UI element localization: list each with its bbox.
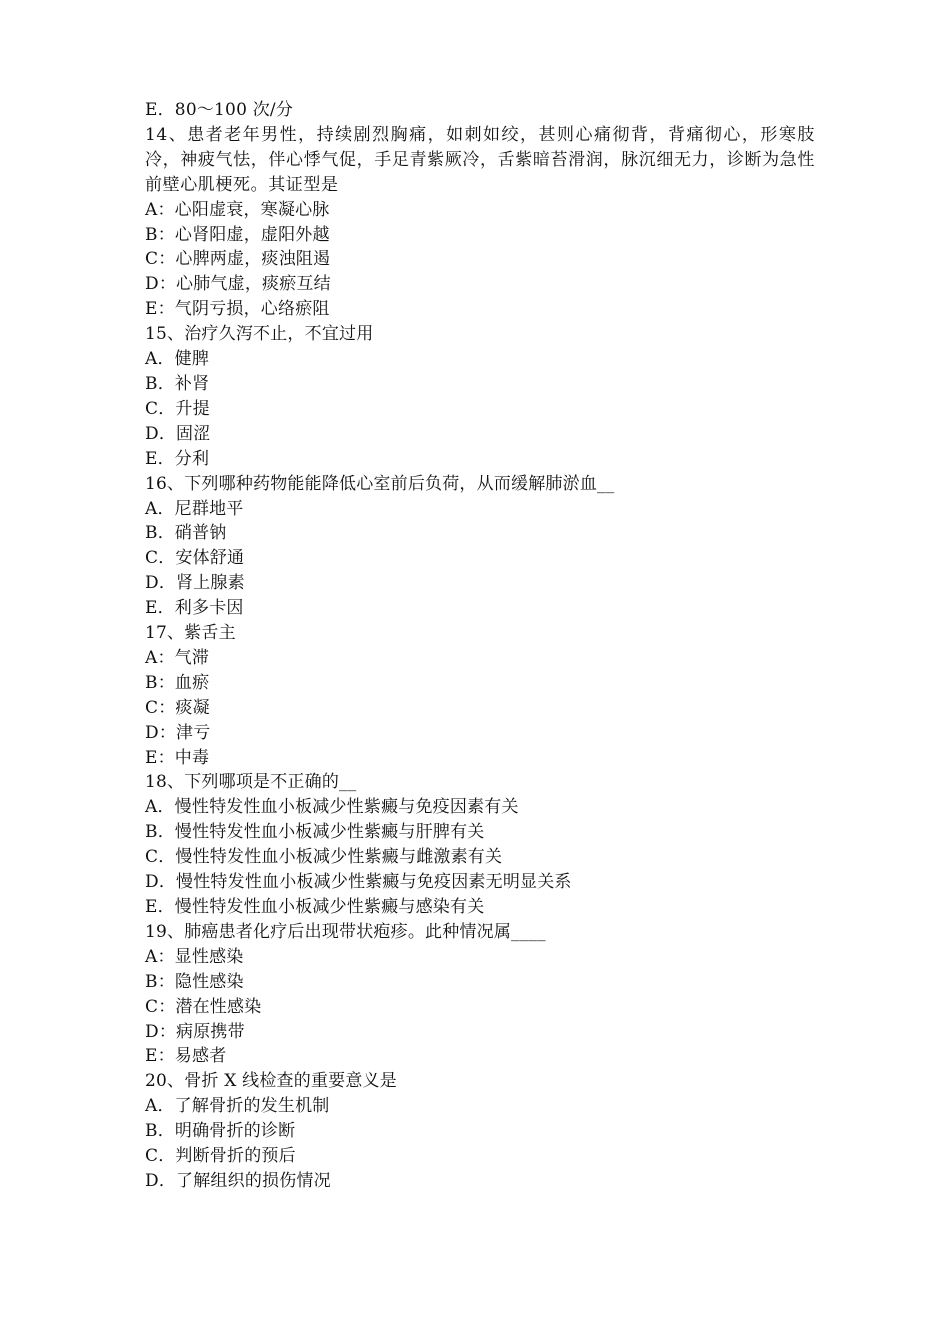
option-line: A：显性感染 <box>145 946 244 967</box>
option-line: B：心肾阳虚，虚阳外越 <box>145 224 330 245</box>
option-line: B．硝普钠 <box>145 523 227 544</box>
option-line: B：血瘀 <box>145 672 210 693</box>
option-line: A：气滞 <box>145 647 210 668</box>
option-line: C：心脾两虚，痰浊阻遏 <box>145 249 331 270</box>
option-line: D：病原携带 <box>145 1021 245 1042</box>
option-line: E：气阴亏损，心络瘀阻 <box>145 299 330 320</box>
question-14-text: 14、患者老年男性，持续剧烈胸痛，如刺如绞，甚则心痛彻背，背痛彻心，形寒肢冷，神疲气怯，伴心悸气促，手足青紫厥冷，舌紫暗苔滑润，脉沉细无力，诊断为急性前壁心肌梗死。其证型是 <box>145 124 815 195</box>
question-17-text: 17、紫舌主 <box>145 623 236 644</box>
option-line: A．尼群地平 <box>145 498 244 519</box>
option-line: C．慢性特发性血小板减少性紫癜与雌激素有关 <box>145 847 503 868</box>
option-line: C：痰凝 <box>145 697 210 718</box>
question-15-text: 15、治疗久泻不止，不宜过用 <box>145 324 374 345</box>
option-line: D．了解组织的损伤情况 <box>145 1170 331 1191</box>
option-line: B：隐性感染 <box>145 971 244 992</box>
question-20-text: 20、骨折 X 线检查的重要意义是 <box>145 1071 397 1092</box>
option-line: E．利多卡因 <box>145 598 244 619</box>
option-line: B．明确骨折的诊断 <box>145 1121 296 1142</box>
option-line: C．升提 <box>145 398 210 419</box>
option-line: C．安体舒通 <box>145 548 245 569</box>
document-body <box>145 98 815 1194</box>
option-line: B．慢性特发性血小板减少性紫癜与肝脾有关 <box>145 822 485 843</box>
option-line: E．慢性特发性血小板减少性紫癜与感染有关 <box>145 897 485 917</box>
question-16-text: 16、下列哪种药物能能降低心室前后负荷，从而缓解肺淤血__ <box>145 473 615 494</box>
question-19-text: 19、肺癌患者化疗后出现带状疱疹。此种情况属____ <box>145 921 546 942</box>
option-line: C：潜在性感染 <box>145 996 262 1017</box>
option-line: D：津亏 <box>145 722 211 743</box>
option-line: A．健脾 <box>145 349 210 370</box>
option-line: D：心肺气虚，痰瘀互结 <box>145 274 331 295</box>
option-line: E．80～100 次/分 <box>145 100 294 120</box>
option-line: E：中毒 <box>145 747 210 768</box>
option-line: E：易感者 <box>145 1046 227 1067</box>
option-line: A．了解骨折的发生机制 <box>145 1096 330 1117</box>
option-line: B．补肾 <box>145 373 210 394</box>
option-line: A：心阳虚衰，寒凝心脉 <box>145 199 330 220</box>
question-18-text: 18、下列哪项是不正确的__ <box>145 772 357 793</box>
option-line: C．判断骨折的预后 <box>145 1146 296 1167</box>
option-line: D．慢性特发性血小板减少性紫癜与免疫因素无明显关系 <box>145 872 572 893</box>
option-line: E．分利 <box>145 448 210 469</box>
option-line: D．固涩 <box>145 423 211 444</box>
option-line: A．慢性特发性血小板减少性紫癜与免疫因素有关 <box>145 797 519 818</box>
option-line: D．肾上腺素 <box>145 573 245 594</box>
